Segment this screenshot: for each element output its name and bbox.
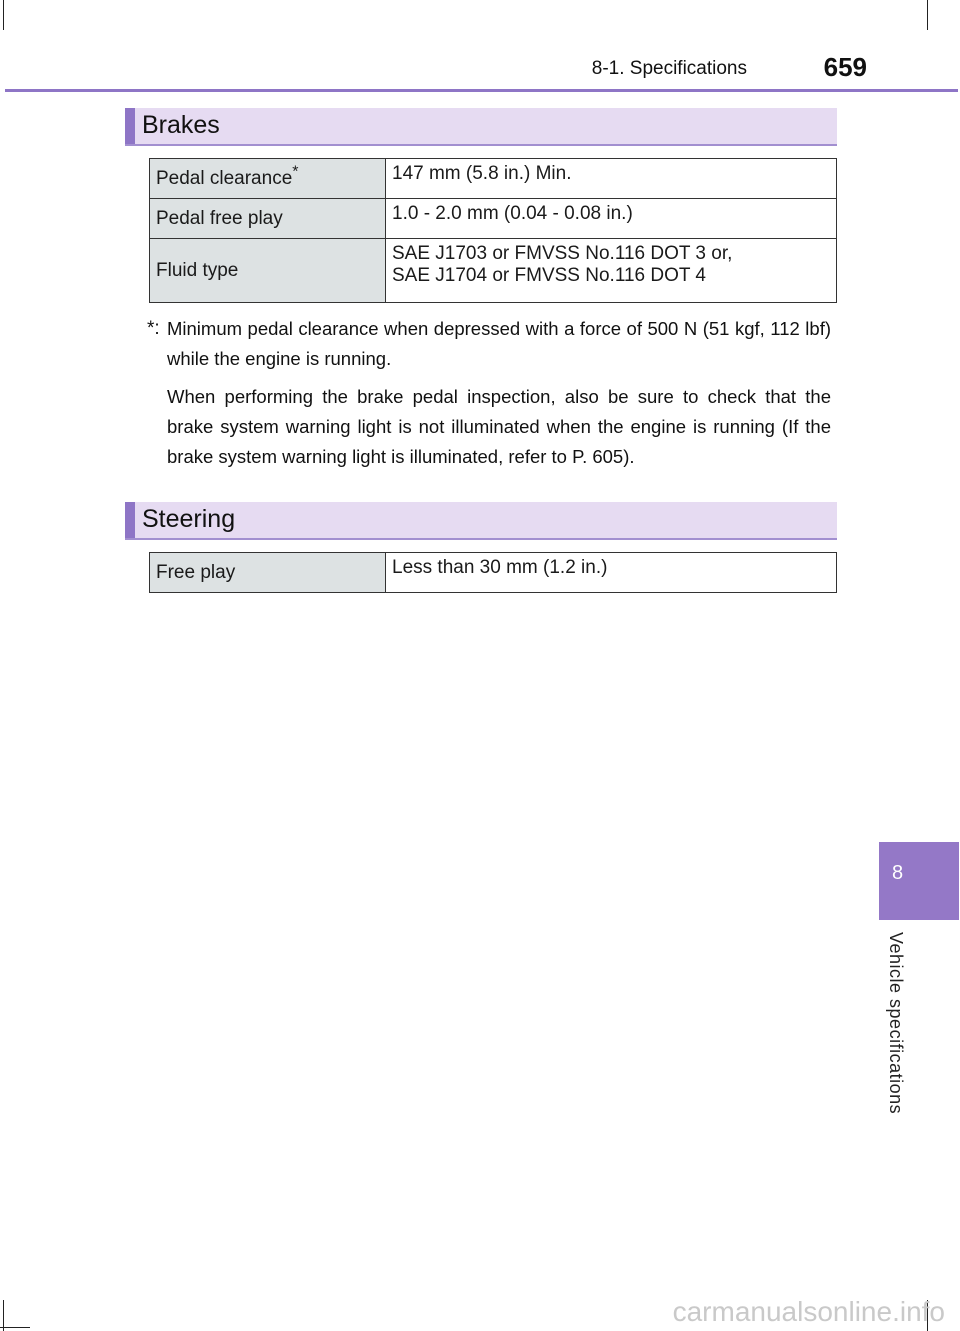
section-title: Brakes (142, 111, 220, 139)
row-label: Pedal free play (156, 207, 283, 229)
row-value: 147 mm (5.8 in.) Min. (392, 163, 572, 184)
section-header-brakes (125, 108, 837, 146)
table-value-cell (386, 199, 837, 239)
brakes-table (149, 158, 837, 303)
section-title: Steering (142, 505, 236, 533)
row-label: Free play (156, 561, 236, 583)
page-number: 659 (823, 52, 867, 82)
section-accent (125, 502, 135, 538)
footnote-body (167, 314, 831, 472)
steering-table (149, 552, 837, 593)
footnote-note: When performing the brake pedal inspection, also be sure to check that the brake system warning light is not illuminated when the engine is running (If the brake system warning light is illuminated, refer to P. 605). (167, 386, 831, 467)
footnote-marker: * (292, 163, 299, 181)
table-value-cell (386, 239, 837, 303)
brakes-footnote (147, 314, 831, 472)
section-accent (125, 108, 135, 144)
footnote-text: Minimum pedal clearance when depressed with a force of 500 N (51 kgf, 112 lbf) while the engine is running. (167, 318, 831, 369)
section-header-steering (125, 502, 837, 540)
row-label: Fluid type (156, 259, 239, 281)
table-row (150, 159, 837, 199)
chapter-number: 8 (892, 862, 904, 884)
header-rule (5, 89, 958, 92)
crop-mark (3, 0, 4, 30)
row-value: Less than 30 mm (1.2 in.) (392, 557, 608, 578)
crop-mark (3, 1300, 4, 1331)
table-label-cell (150, 199, 386, 239)
chapter-name: Vehicle specifications (886, 932, 906, 1115)
row-value-line: SAE J1704 or FMVSS No.116 DOT 4 (392, 265, 706, 286)
crop-mark (927, 0, 928, 30)
row-value-line: SAE J1703 or FMVSS No.116 DOT 3 or, (392, 243, 733, 264)
row-value: 1.0 - 2.0 mm (0.04 - 0.08 in.) (392, 203, 633, 224)
crop-mark (0, 1327, 30, 1328)
watermark: carmanualsonline.info (672, 1296, 945, 1327)
table-label-cell (150, 553, 386, 593)
table-value-cell (386, 159, 837, 199)
table-row (150, 553, 837, 593)
table-value-cell (386, 553, 837, 593)
table-label-cell (150, 239, 386, 303)
chapter-tab[interactable] (879, 842, 959, 920)
footnote-marker: *: (147, 318, 160, 339)
chapter-title: 8-1. Specifications (591, 58, 747, 79)
row-label: Pedal clearance (156, 167, 293, 189)
table-row (150, 199, 837, 239)
table-row (150, 239, 837, 303)
table-label-cell (150, 159, 386, 199)
